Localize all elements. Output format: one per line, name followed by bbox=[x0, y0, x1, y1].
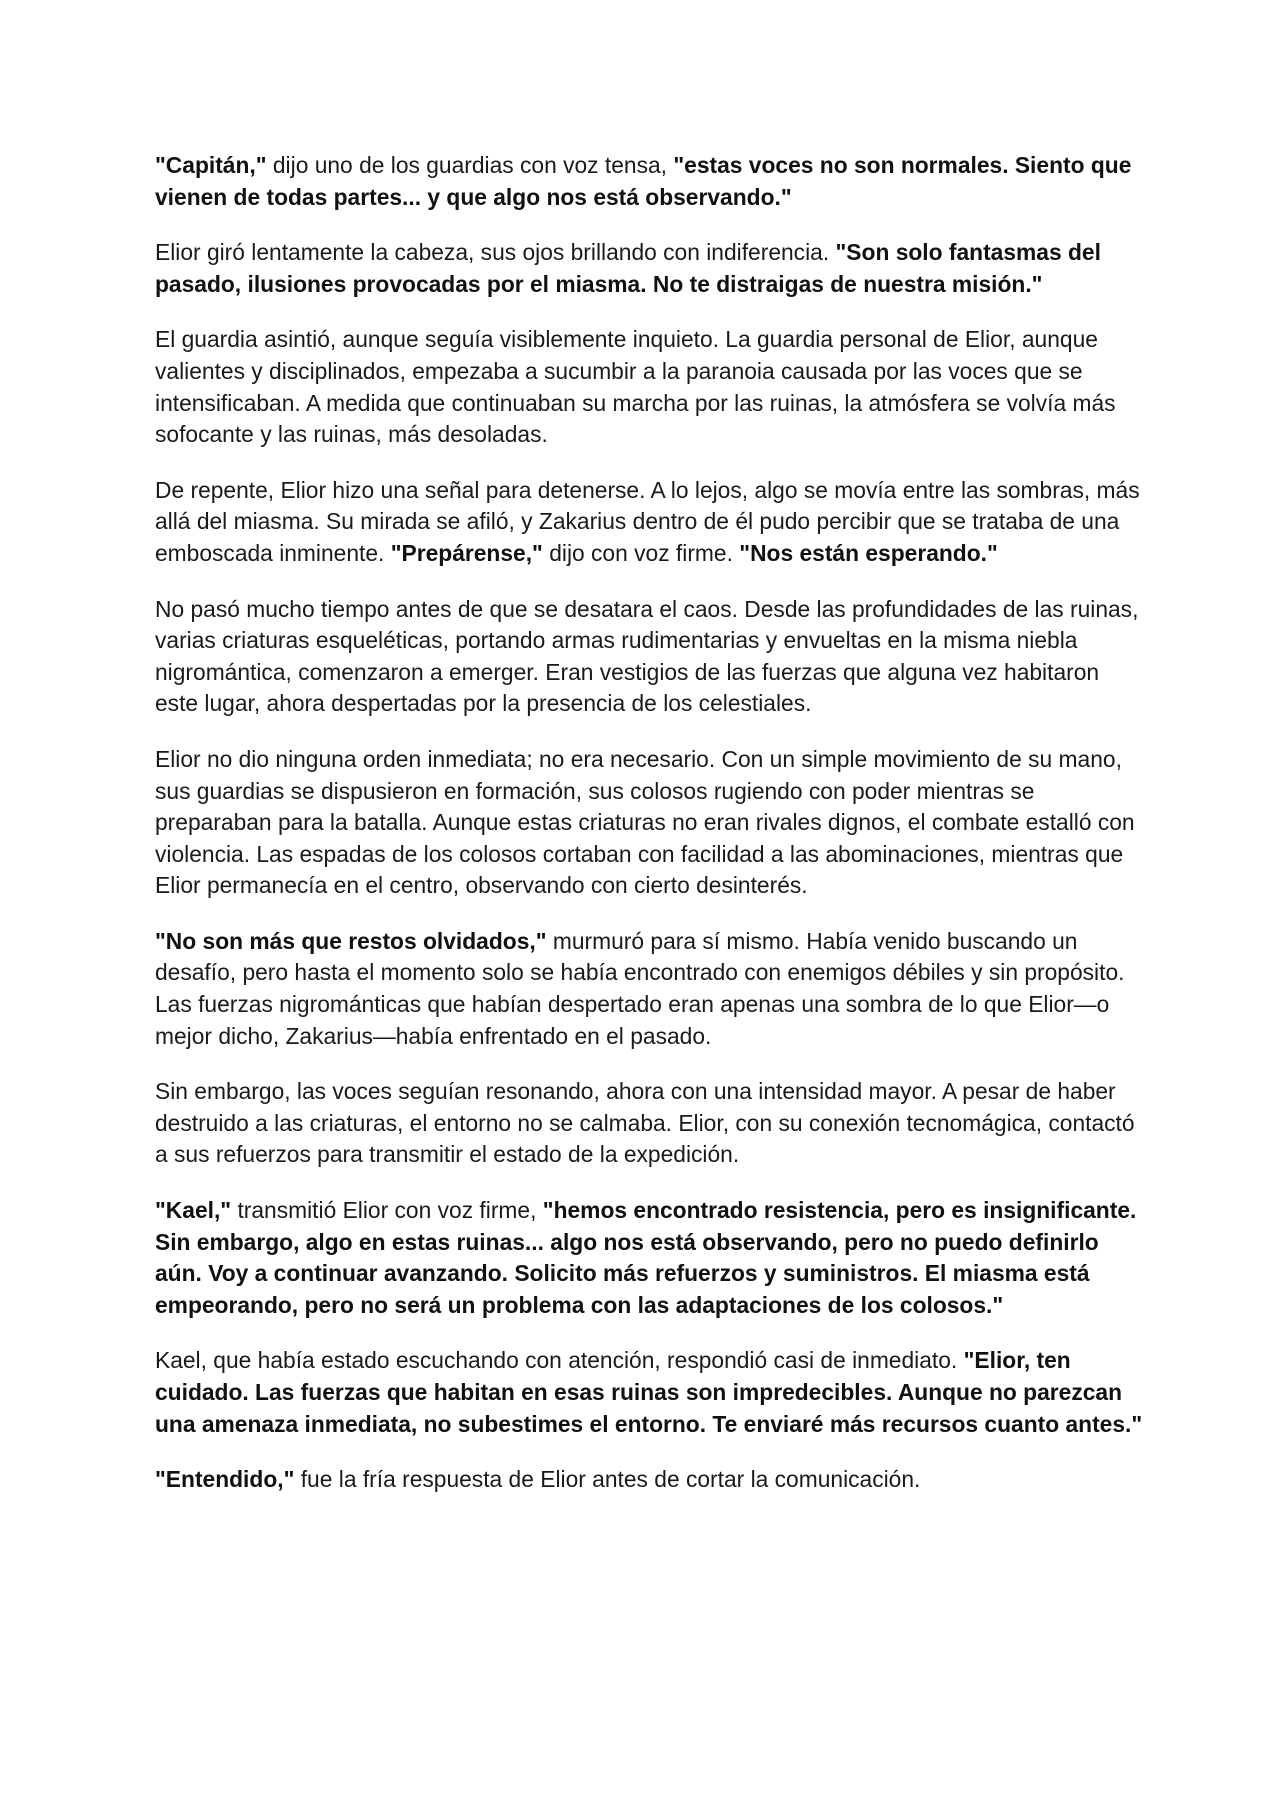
dialogue-text: "Capitán," bbox=[155, 152, 267, 178]
dialogue-text: "estas voces no son normales. Siento que vienen de todas partes... y que algo nos está observando." bbox=[155, 152, 1132, 210]
paragraph bbox=[155, 594, 1145, 720]
paragraph bbox=[155, 475, 1145, 570]
paragraph bbox=[155, 1076, 1145, 1171]
dialogue-text: "Kael," bbox=[155, 1197, 232, 1224]
narration-text: El guardia asintió, aunque seguía visiblemente inquieto. La guardia personal de Elior, aunque valientes y disciplinados, empezaba a sucumbir a la paranoia causada por las voces que se intensificaban. A medida que continuaban su marcha por las ruinas, la atmósfera se volvía más sofocante y las ruinas, más desoladas. bbox=[155, 326, 1116, 448]
paragraph bbox=[155, 1464, 1145, 1496]
narration-text: Kael, que había estado escuchando con atención, respondió casi de inmediato. bbox=[155, 1347, 964, 1374]
narration-text: murmuró para sí mismo. Había venido buscando un desafío, pero hasta el momento solo se había encontrado con enemigos débiles y sin propósito. Las fuerzas nigrománticas que habían despertado eran apenas una sombra de lo que Elior—o mejor dicho, Zakarius—había enfrentado en el pasado. bbox=[155, 927, 1125, 1049]
narration-text: Sin embargo, las voces seguían resonando, ahora con una intensidad mayor. A pesar de haber destruido a las criaturas, el entorno no se calmaba. Elior, con su conexión tecnomágica, contactó a sus refuerzos para transmitir el estado de la expedición. bbox=[155, 1078, 1135, 1168]
document-body bbox=[155, 150, 1145, 1496]
narration-text: De repente, Elior hizo una señal para detenerse. A lo lejos, algo se movía entre las sombras, más allá del miasma. Su mirada se afiló, y Zakarius dentro de él pudo percibir que se trataba de una emboscada inminente. bbox=[155, 476, 1140, 566]
paragraph bbox=[155, 744, 1145, 902]
dialogue-text: "Son solo fantasmas del pasado, ilusiones provocadas por el miasma. No te distraigas de nuestra misión." bbox=[155, 239, 1101, 297]
paragraph bbox=[155, 1345, 1145, 1440]
paragraph bbox=[155, 1195, 1145, 1321]
narration-text: Elior giró lentamente la cabeza, sus ojos brillando con indiferencia. bbox=[155, 239, 836, 266]
dialogue-text: "Entendido," bbox=[155, 1466, 295, 1493]
paragraph bbox=[155, 237, 1145, 300]
paragraph bbox=[155, 926, 1145, 1052]
narration-text: Elior no dio ninguna orden inmediata; no era necesario. Con un simple movimiento de su mano, sus guardias se dispusieron en formación, sus colosos rugiendo con poder mientras se preparaban para la batalla. Aunque estas criaturas no eran rivales dignos, el combate estalló con violencia. Las espadas de los colosos cortaban con facilidad a las abominaciones, mientras que Elior permanecía en el centro, observando con cierto desinterés. bbox=[155, 745, 1135, 899]
dialogue-text: "Prepárense," bbox=[390, 539, 543, 566]
narration-text: dijo con voz firme. bbox=[542, 539, 740, 566]
narration-text: transmitió Elior con voz firme, bbox=[231, 1197, 543, 1224]
dialogue-text: "Elior, ten cuidado. Las fuerzas que habitan en esas ruinas son impredecibles. Aunque no parezcan una amenaza inmediata, no subestimes el entorno. Te enviaré más recursos cuanto antes." bbox=[155, 1347, 1143, 1437]
paragraph bbox=[155, 150, 1145, 213]
narration-text: fue la fría respuesta de Elior antes de cortar la comunicación. bbox=[294, 1466, 921, 1493]
paragraph bbox=[155, 324, 1145, 450]
dialogue-text: "Nos están esperando." bbox=[739, 539, 998, 566]
narration-text: No pasó mucho tiempo antes de que se desatara el caos. Desde las profundidades de las ruinas, varias criaturas esqueléticas, portando armas rudimentarias y envueltas en la misma niebla nigromántica, comenzaron a emerger. Eran vestigios de las fuerzas que alguna vez habitaron este lugar, ahora despertadas por la presencia de los celestiales. bbox=[155, 595, 1139, 717]
dialogue-text: "No son más que restos olvidados," bbox=[155, 927, 547, 954]
narration-text: dijo uno de los guardias con voz tensa, bbox=[266, 152, 674, 178]
dialogue-text: "hemos encontrado resistencia, pero es insignificante. Sin embargo, algo en estas ruinas... algo nos está observando, pero no puedo definirlo aún. Voy a continuar avanzando. Solicito más refuerzos y suministros. El miasma está empeorando, pero no será un problema con las adaptaciones de los colosos." bbox=[155, 1197, 1137, 1318]
